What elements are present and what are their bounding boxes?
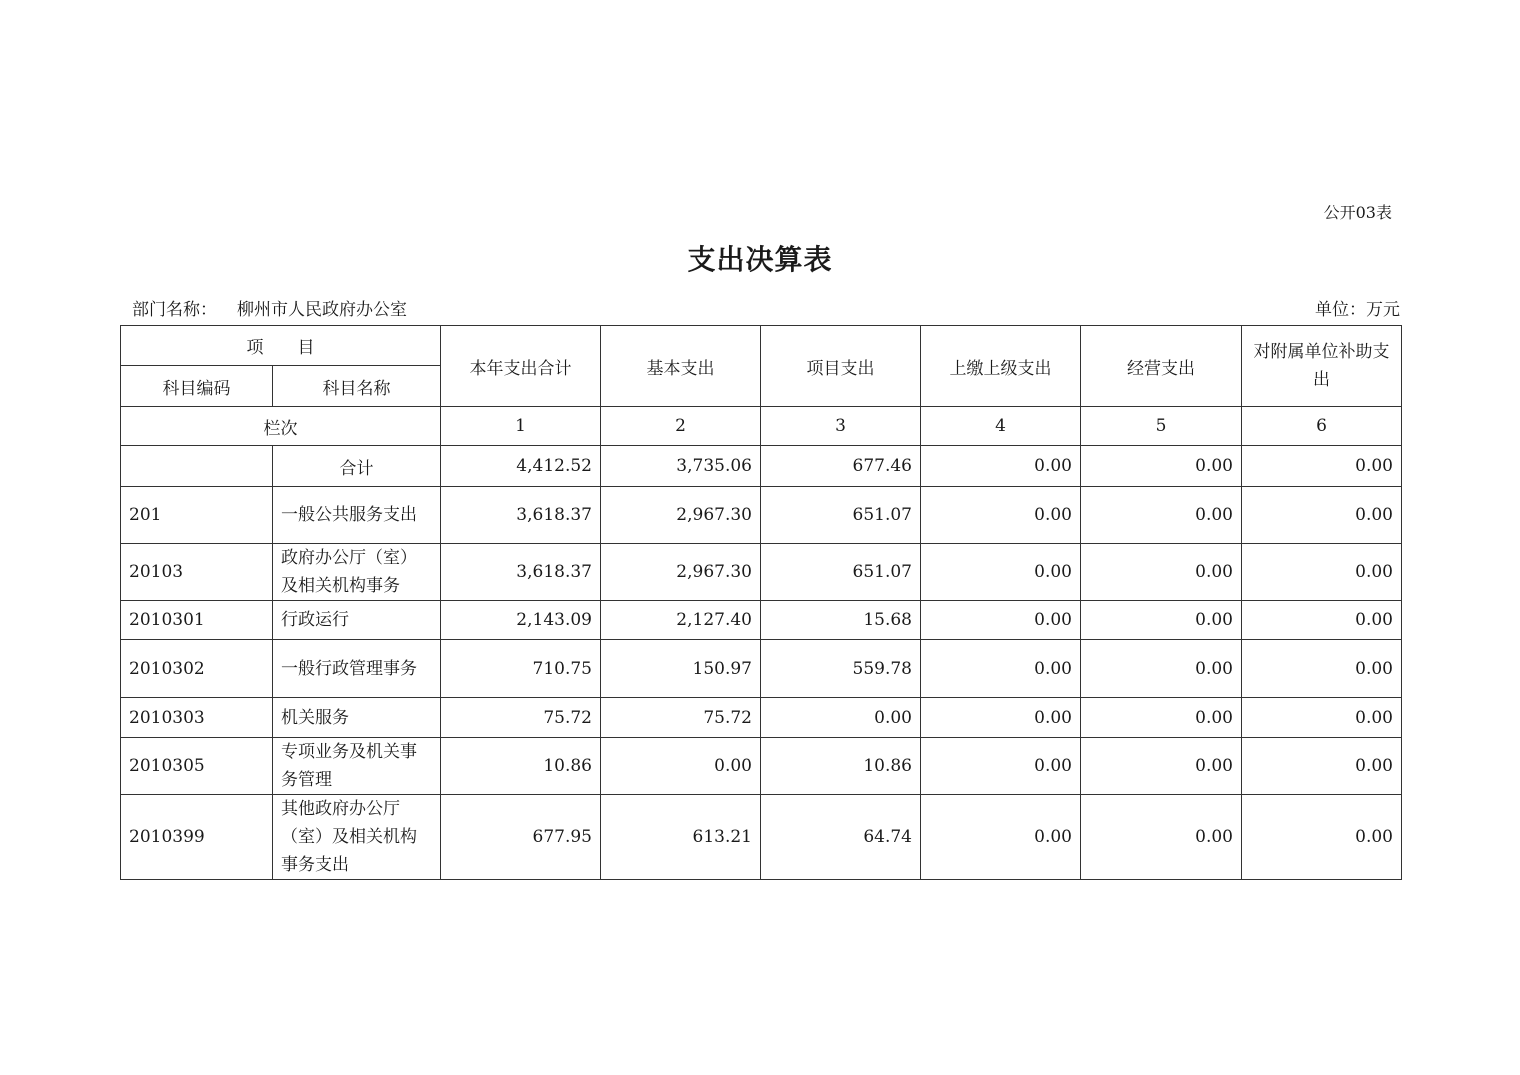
cell-name: 其他政府办公厅（室）及相关机构事务支出	[273, 795, 441, 880]
cell-code: 2010303	[121, 698, 273, 738]
column-index: 2	[601, 407, 761, 446]
cell-value: 613.21	[601, 795, 761, 880]
table-row	[121, 738, 1402, 795]
cell-value: 4,412.52	[441, 446, 601, 487]
cell-value: 64.74	[761, 795, 921, 880]
cell-value: 2,967.30	[601, 544, 761, 601]
department-line	[132, 295, 407, 320]
column-index: 4	[921, 407, 1081, 446]
cell-value: 0.00	[921, 544, 1081, 601]
cell-code: 20103	[121, 544, 273, 601]
cell-code: 2010301	[121, 601, 273, 640]
cell-value: 15.68	[761, 601, 921, 640]
cell-value: 2,143.09	[441, 601, 601, 640]
column-index: 5	[1081, 407, 1242, 446]
cell-value: 0.00	[1081, 487, 1242, 544]
cell-value: 0.00	[1081, 738, 1242, 795]
header-subsidy: 对附属单位补助支出	[1242, 326, 1402, 407]
cell-value: 3,618.37	[441, 487, 601, 544]
department-label: 部门名称：	[132, 300, 217, 320]
cell-value: 0.00	[921, 601, 1081, 640]
cell-value: 150.97	[601, 640, 761, 698]
cell-value: 2,127.40	[601, 601, 761, 640]
cell-code: 2010399	[121, 795, 273, 880]
cell-code: 2010305	[121, 738, 273, 795]
cell-value: 677.46	[761, 446, 921, 487]
cell-value: 0.00	[921, 698, 1081, 738]
column-index-label: 栏次	[121, 407, 441, 446]
unit-label: 单位：万元	[1315, 300, 1400, 320]
cell-code: 2010302	[121, 640, 273, 698]
department-value: 柳州市人民政府办公室	[237, 300, 407, 320]
table-row	[121, 487, 1402, 544]
header-basic: 基本支出	[601, 326, 761, 407]
cell-value: 710.75	[441, 640, 601, 698]
cell-value: 0.00	[1242, 795, 1402, 880]
cell-value: 677.95	[441, 795, 601, 880]
cell-code: 201	[121, 487, 273, 544]
cell-value: 3,735.06	[601, 446, 761, 487]
cell-value: 0.00	[921, 446, 1081, 487]
header-item: 项 目	[121, 326, 441, 366]
cell-value: 0.00	[1081, 544, 1242, 601]
cell-name: 机关服务	[273, 698, 441, 738]
total-label: 合计	[273, 446, 441, 487]
cell-value: 75.72	[441, 698, 601, 738]
table-row	[121, 640, 1402, 698]
cell-value: 0.00	[921, 738, 1081, 795]
cell-value: 0.00	[1242, 544, 1402, 601]
cell-value: 0.00	[1242, 446, 1402, 487]
expenditure-table	[120, 325, 1402, 880]
header-name: 科目名称	[273, 366, 441, 407]
cell-value: 0.00	[601, 738, 761, 795]
table-row	[121, 795, 1402, 880]
cell-value: 0.00	[1242, 738, 1402, 795]
cell-value: 651.07	[761, 487, 921, 544]
cell-value: 0.00	[1242, 640, 1402, 698]
cell-name: 行政运行	[273, 601, 441, 640]
cell-value: 3,618.37	[441, 544, 601, 601]
table-row	[121, 601, 1402, 640]
cell-value: 10.86	[761, 738, 921, 795]
cell-value: 651.07	[761, 544, 921, 601]
header-project: 项目支出	[761, 326, 921, 407]
cell-value: 0.00	[1081, 601, 1242, 640]
cell-value: 0.00	[1081, 698, 1242, 738]
table-row	[121, 544, 1402, 601]
cell-name: 一般公共服务支出	[273, 487, 441, 544]
cell-value: 0.00	[1081, 795, 1242, 880]
cell-value: 0.00	[1242, 601, 1402, 640]
header-code: 科目编码	[121, 366, 273, 407]
cell-value: 0.00	[1081, 640, 1242, 698]
total-code	[121, 446, 273, 487]
cell-value: 0.00	[1242, 698, 1402, 738]
column-index: 3	[761, 407, 921, 446]
header-business: 经营支出	[1081, 326, 1242, 407]
page-title: 支出决算表	[687, 243, 833, 276]
cell-value: 0.00	[921, 795, 1081, 880]
cell-value: 0.00	[761, 698, 921, 738]
cell-name: 专项业务及机关事务管理	[273, 738, 441, 795]
cell-value: 10.86	[441, 738, 601, 795]
form-code: 公开03表	[1323, 203, 1392, 222]
table-row	[121, 698, 1402, 738]
cell-value: 559.78	[761, 640, 921, 698]
cell-value: 0.00	[921, 640, 1081, 698]
cell-value: 75.72	[601, 698, 761, 738]
column-index: 6	[1242, 407, 1402, 446]
cell-name: 政府办公厅（室）及相关机构事务	[273, 544, 441, 601]
total-row	[121, 446, 1402, 487]
cell-value: 0.00	[1242, 487, 1402, 544]
cell-value: 2,967.30	[601, 487, 761, 544]
column-index: 1	[441, 407, 601, 446]
cell-value: 0.00	[1081, 446, 1242, 487]
cell-value: 0.00	[921, 487, 1081, 544]
header-upper: 上缴上级支出	[921, 326, 1081, 407]
cell-name: 一般行政管理事务	[273, 640, 441, 698]
header-total: 本年支出合计	[441, 326, 601, 407]
